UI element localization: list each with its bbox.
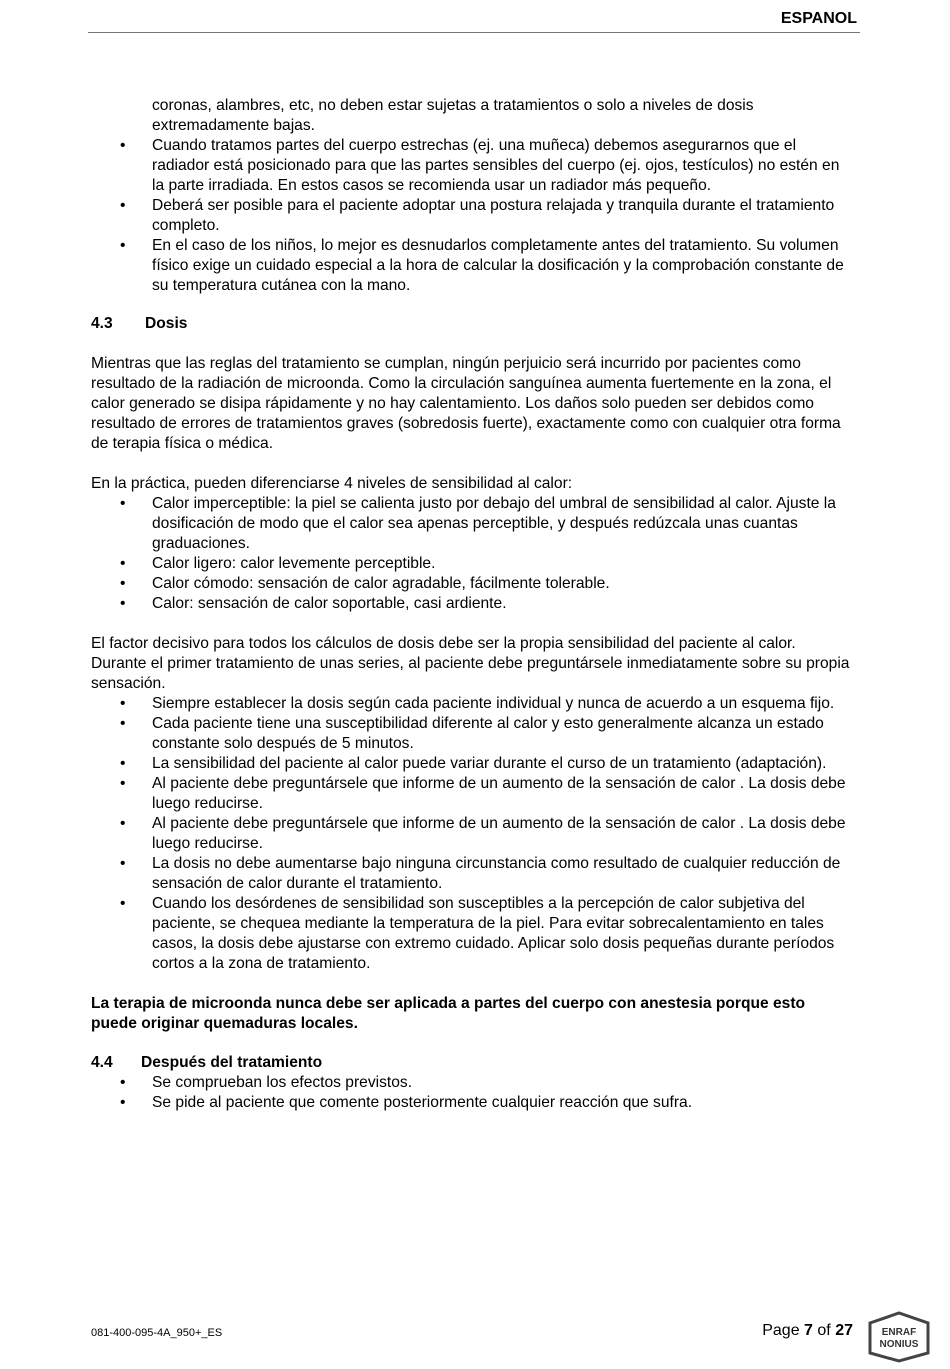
page-body [91, 96, 853, 1113]
list-item: • Se pide al paciente que comente posteriormente cualquier reacción que sufra. [152, 1093, 853, 1113]
page-total: 27 [835, 1322, 853, 1339]
list-item: • Se comprueban los efectos previstos. [152, 1073, 853, 1093]
dosis-paragraph-3: El factor decisivo para todos los cálculos de dosis debe ser la propia sensibilidad del paciente al calor. Durante el primer tratamiento de unas series, al paciente debe preguntársele inmediatamente sobre su propia sensación. [91, 635, 850, 692]
list-item: • Al paciente debe preguntársele que informe de un aumento de la sensación de calor . La dosis debe luego reducirse. [152, 814, 853, 854]
dosis-paragraph-1: Mientras que las reglas del tratamiento se cumplan, ningún perjuicio será incurrido por pacientes como resultado de la radiación de microonda. Como la circulación sanguínea aumenta fuertemente en la zona, el calor generado se disipa rápidamente y no hay calentamiento. Los daños solo pueden ser debidos como resultado de errores de tratamientos graves (sobredosis fuerte), exactamente como con cualquier otra forma de terapia física o médica. [91, 355, 841, 452]
list-item: • Cuando los desórdenes de sensibilidad son susceptibles a la percepción de calor subjetiva del paciente, se chequea mediante la temperatura de la piel. Para evitar sobrecalentamiento en tales casos, la dosis debe ajustarse con extremo cuidado. Aplicar solo dosis pequeñas durante períodos cortos a la zona de tratamiento. [152, 894, 853, 974]
list-item: • La dosis no debe aumentarse bajo ninguna circunstancia como resultado de cualquier reducción de sensación de calor durante el tratamiento. [152, 854, 853, 894]
list-item: • Calor: sensación de calor soportable, casi ardiente. [152, 594, 853, 614]
list-item: • La sensibilidad del paciente al calor puede variar durante el curso de un tratamiento (adaptación). [152, 754, 853, 774]
list-item: coronas, alambres, etc, no deben estar sujetas a tratamientos o solo a niveles de dosis extremadamente bajas. [152, 97, 754, 134]
after-treatment-list [91, 1073, 853, 1113]
document-code: 081-400-095-4A_950+_ES [91, 1327, 223, 1339]
list-item: • En el caso de los niños, lo mejor es desnudarlos completamente antes del tratamiento. Su volumen físico exige un cuidado especial a la hora de calcular la dosificación y la comprobación constante de su temperatura cutánea con la mano. [152, 236, 853, 296]
page-number [762, 1322, 853, 1340]
header-divider [88, 32, 860, 33]
page-current: 7 [804, 1322, 813, 1339]
list-item: • Calor cómodo: sensación de calor agradable, fácilmente tolerable. [152, 574, 853, 594]
section-title: Dosis [145, 315, 188, 332]
section-heading-4-3 [91, 314, 853, 334]
list-item: • Calor ligero: calor levemente perceptible. [152, 554, 853, 574]
dosis-rules-list [91, 694, 853, 974]
logo-line-1: ENRAF [881, 1327, 917, 1338]
section-number: 4.3 [91, 315, 113, 332]
anesthesia-warning: La terapia de microonda nunca debe ser aplicada a partes del cuerpo con anestesia porque esto puede originar quemaduras locales. [91, 995, 806, 1032]
heat-levels-list [91, 494, 853, 614]
list-item: • Siempre establecer la dosis según cada paciente individual y nunca de acuerdo a un esquema fijo. [152, 694, 853, 714]
list-item: • Cada paciente tiene una susceptibilidad diferente al calor y esto generalmente alcanza un estado constante solo después de 5 minutos. [152, 714, 853, 754]
page-prefix: Page [762, 1322, 800, 1339]
list-item: • Al paciente debe preguntársele que informe de un aumento de la sensación de calor . La dosis debe luego reducirse. [152, 774, 853, 814]
header-language: ESPANOL [780, 10, 857, 27]
logo-line-2: NONIUS [879, 1339, 919, 1350]
list-item: • Calor imperceptible: la piel se calienta justo por debajo del umbral de sensibilidad al calor. Ajuste la dosificación de modo que el calor sea apenas perceptible, y después redúzcala unas cuantas graduaciones. [152, 494, 853, 554]
list-item: • Deberá ser posible para el paciente adoptar una postura relajada y tranquila durante el tratamiento completo. [152, 196, 853, 236]
enraf-nonius-logo [866, 1309, 932, 1363]
dosis-paragraph-2: En la práctica, pueden diferenciarse 4 niveles de sensibilidad al calor: [91, 475, 573, 492]
section-heading-4-4 [91, 1053, 853, 1073]
page-of: of [817, 1322, 831, 1339]
intro-list [91, 96, 853, 296]
section-number: 4.4 [91, 1054, 113, 1071]
list-item: • Cuando tratamos partes del cuerpo estrechas (ej. una muñeca) debemos asegurarnos que el radiador está posicionado para que las partes sensibles del cuerpo (ej. ojos, testículos) no estén en la parte irradiada. En estos casos se recomienda usar un radiador más pequeño. [152, 136, 853, 196]
section-title: Después del tratamiento [141, 1054, 323, 1071]
